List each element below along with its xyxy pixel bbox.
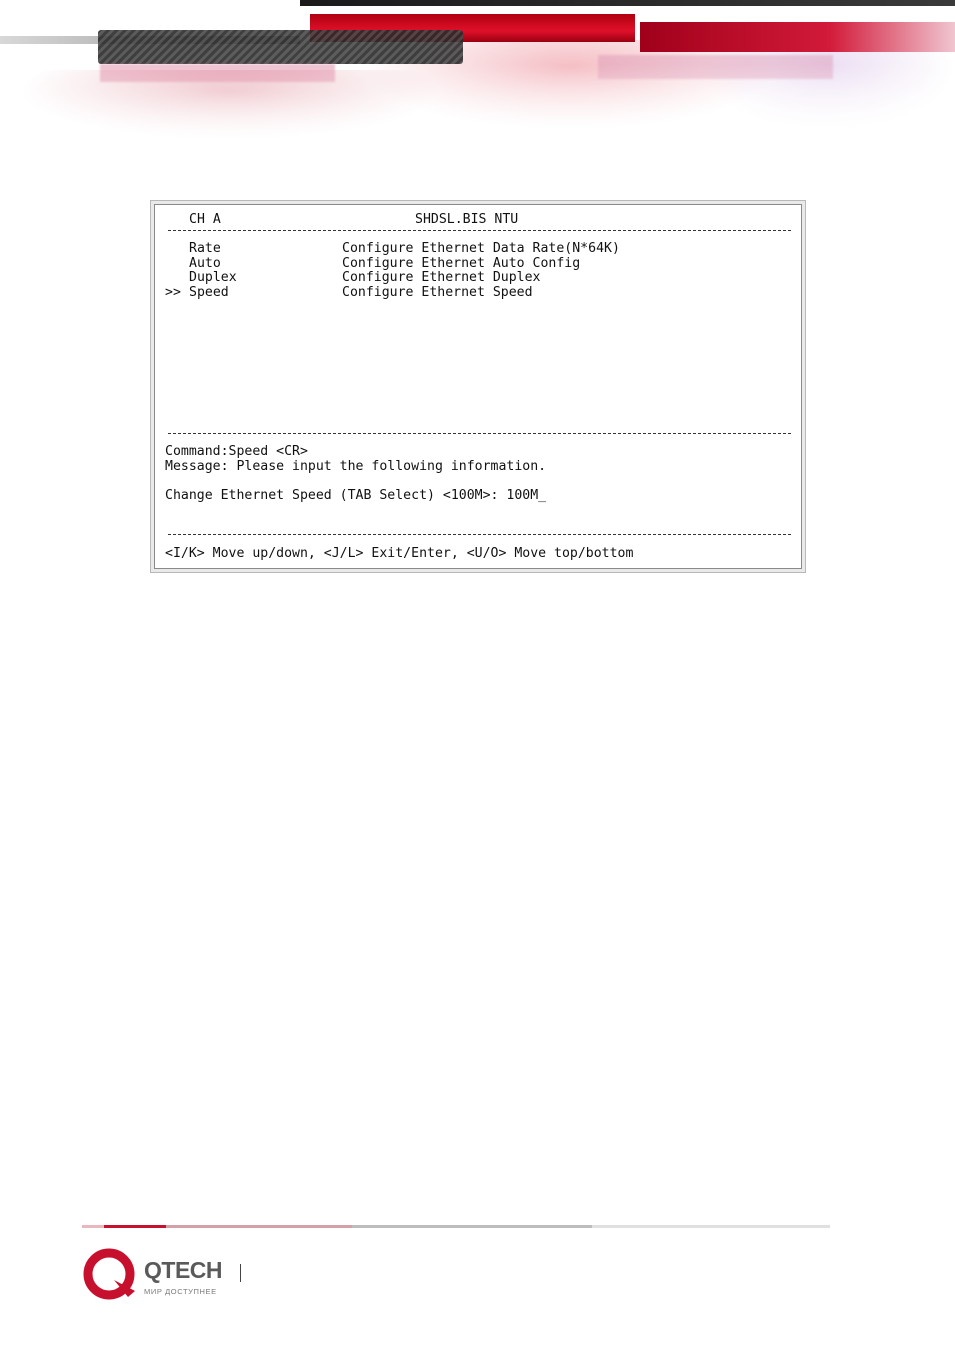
menu-item-description: Configure Ethernet Speed — [342, 285, 533, 300]
channel-label: CH A — [189, 212, 221, 227]
divider — [168, 433, 791, 434]
divider — [168, 230, 791, 231]
logo-tagline: МИР ДОСТУПНЕЕ — [144, 1287, 217, 1296]
key-help-line: <I/K> Move up/down, <J/L> Exit/Enter, <U/O> Move top/bottom — [165, 546, 634, 561]
prompt-label: Change Ethernet Speed (TAB Select) <100M>: — [165, 488, 507, 503]
message-line: Message: Please input the following information. — [165, 459, 547, 474]
speed-input[interactable]: 100M — [506, 488, 539, 503]
qtech-logo-icon — [82, 1247, 138, 1303]
logo-wordmark: QTECH — [144, 1257, 222, 1283]
banner-fade — [0, 0, 955, 160]
footer-separator — [240, 1264, 241, 1282]
input-prompt[interactable] — [165, 488, 546, 503]
menu-item-label: Rate — [189, 241, 221, 256]
command-line: Command:Speed <CR> — [165, 444, 308, 459]
header-banner — [0, 0, 955, 160]
text-cursor: _ — [538, 488, 547, 503]
menu-item-description: Configure Ethernet Auto Config — [342, 256, 581, 271]
selection-marker: >> — [165, 285, 181, 300]
terminal-screen — [154, 204, 802, 569]
menu-item-description: Configure Ethernet Data Rate(N*64K) — [342, 241, 620, 256]
divider — [168, 534, 791, 535]
menu-item-label: Auto — [189, 256, 221, 271]
menu-item-label: Speed — [189, 285, 229, 300]
menu-item-label: Duplex — [189, 270, 237, 285]
footer-rule — [82, 1225, 830, 1228]
menu-item-description: Configure Ethernet Duplex — [342, 270, 541, 285]
company-logo — [82, 1247, 282, 1307]
terminal-window — [150, 200, 806, 573]
device-title: SHDSL.BIS NTU — [415, 212, 519, 227]
